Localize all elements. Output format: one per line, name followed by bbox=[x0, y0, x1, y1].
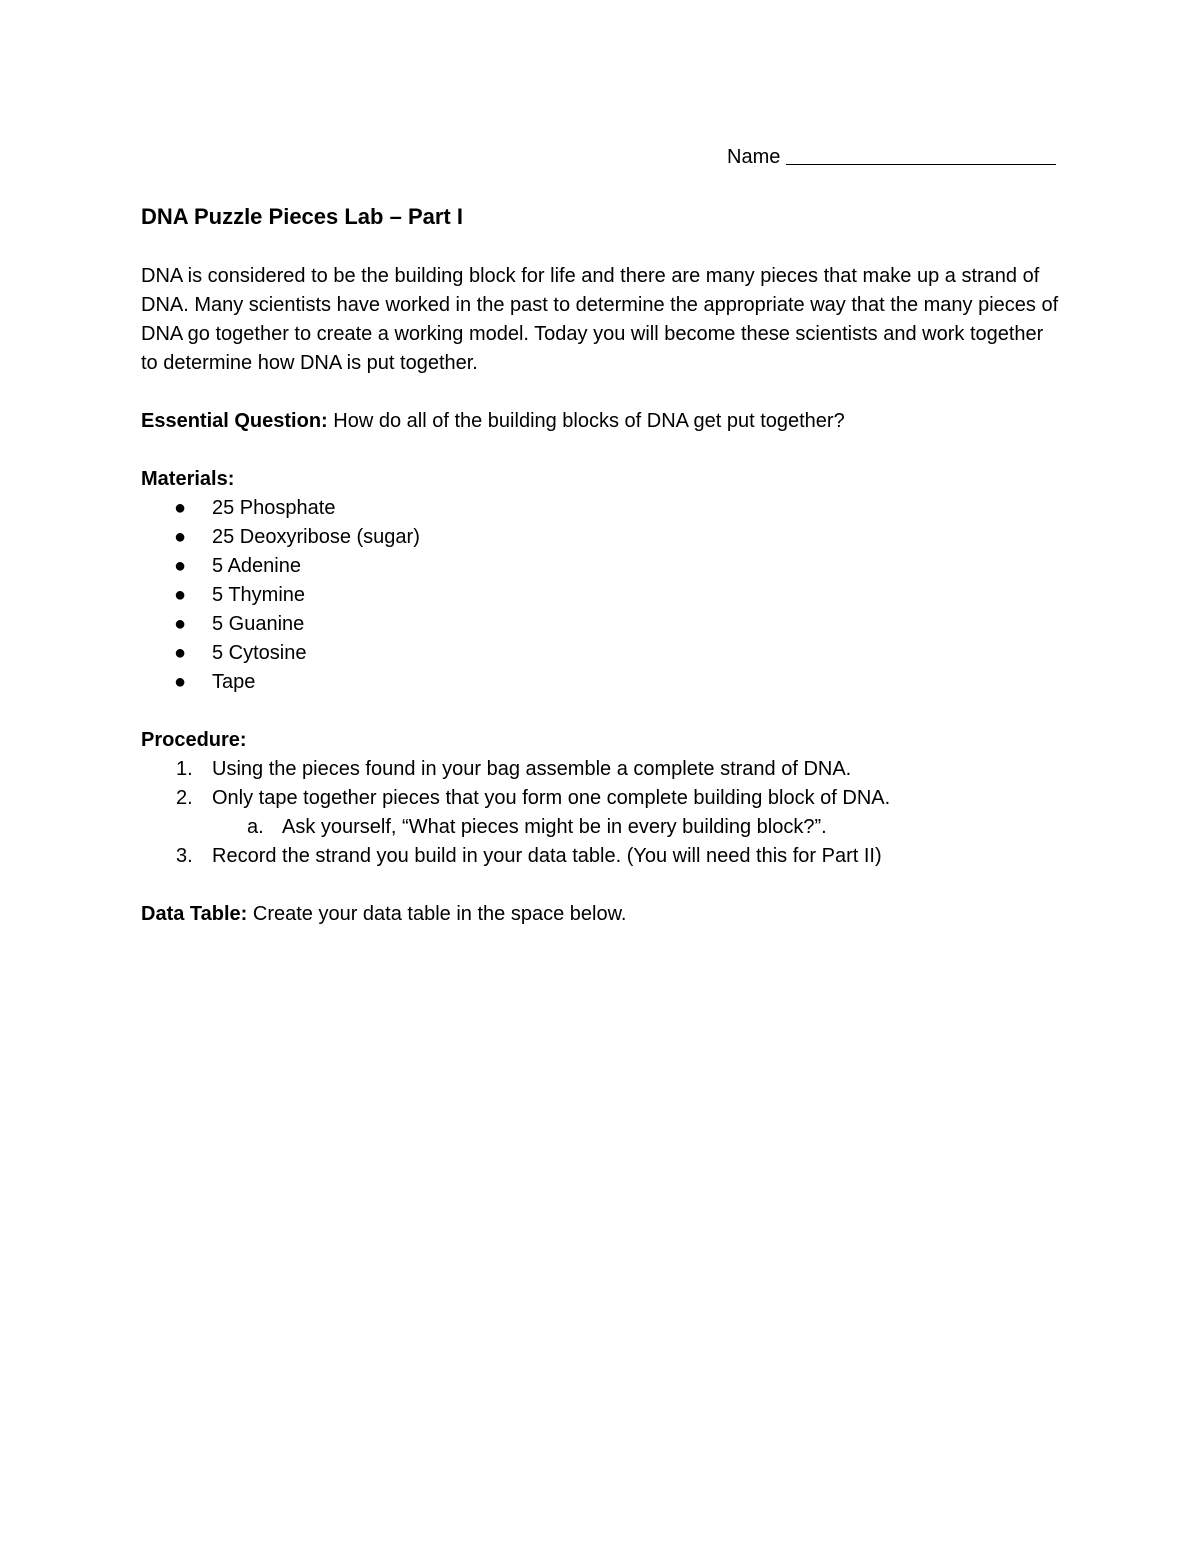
data-table-label: Data Table: bbox=[141, 903, 248, 925]
bullet-icon: ● bbox=[174, 642, 187, 664]
step-text: Record the strand you build in your data table. (You will need this for Part II) bbox=[212, 845, 882, 867]
materials-heading: Materials: bbox=[141, 468, 235, 490]
step-number: 3. bbox=[176, 845, 193, 867]
bullet-icon: ● bbox=[174, 526, 187, 548]
material-text: 5 Cytosine bbox=[212, 642, 307, 664]
data-table-instruction bbox=[141, 900, 1061, 929]
bullet-icon: ● bbox=[174, 497, 187, 519]
list-item bbox=[141, 523, 1061, 552]
document-body bbox=[141, 202, 1061, 958]
list-item bbox=[141, 494, 1061, 523]
essential-question-label: Essential Question: bbox=[141, 410, 328, 432]
material-text: 5 Thymine bbox=[212, 584, 306, 606]
list-item bbox=[141, 610, 1061, 639]
intro-paragraph: DNA is considered to be the building block for life and there are many pieces that make up a strand of DNA. Many scientists have worked in the past to determine the appropriate way that the many pieces of DNA go together to create a working model. Today you will become these scientists and work together to determine how DNA is put together. bbox=[141, 265, 1059, 374]
procedure-heading: Procedure: bbox=[141, 729, 247, 751]
material-text: 5 Guanine bbox=[212, 613, 305, 635]
procedure-list bbox=[141, 755, 1061, 871]
materials-list bbox=[141, 494, 1061, 697]
list-item bbox=[141, 581, 1061, 610]
list-item bbox=[141, 552, 1061, 581]
list-item bbox=[141, 639, 1061, 668]
bullet-icon: ● bbox=[174, 613, 187, 635]
procedure-step bbox=[141, 784, 1061, 813]
essential-question bbox=[141, 407, 1061, 436]
name-field-row bbox=[727, 142, 1056, 171]
material-text: 5 Adenine bbox=[212, 555, 301, 577]
step-text: Only tape together pieces that you form one complete building block of DNA. bbox=[212, 787, 891, 809]
bullet-icon: ● bbox=[174, 584, 187, 606]
procedure-substep bbox=[141, 813, 1061, 842]
essential-question-text: How do all of the building blocks of DNA get put together? bbox=[327, 410, 845, 432]
name-blank-line bbox=[786, 144, 1056, 165]
procedure-step bbox=[141, 755, 1061, 784]
name-label: Name bbox=[727, 146, 781, 168]
procedure-step bbox=[141, 842, 1061, 871]
data-table-text: Create your data table in the space below. bbox=[247, 903, 627, 925]
list-item bbox=[141, 668, 1061, 697]
bullet-icon: ● bbox=[174, 555, 187, 577]
step-text: Using the pieces found in your bag assemble a complete strand of DNA. bbox=[212, 758, 852, 780]
step-number: 1. bbox=[176, 758, 193, 780]
step-number: a. bbox=[247, 816, 264, 838]
material-text: 25 Deoxyribose (sugar) bbox=[212, 526, 420, 548]
material-text: Tape bbox=[212, 671, 256, 693]
material-text: 25 Phosphate bbox=[212, 497, 336, 519]
page-title: DNA Puzzle Pieces Lab – Part I bbox=[141, 204, 463, 229]
bullet-icon: ● bbox=[174, 671, 187, 693]
step-number: 2. bbox=[176, 787, 193, 809]
step-text: Ask yourself, “What pieces might be in every building block?”. bbox=[282, 816, 827, 838]
